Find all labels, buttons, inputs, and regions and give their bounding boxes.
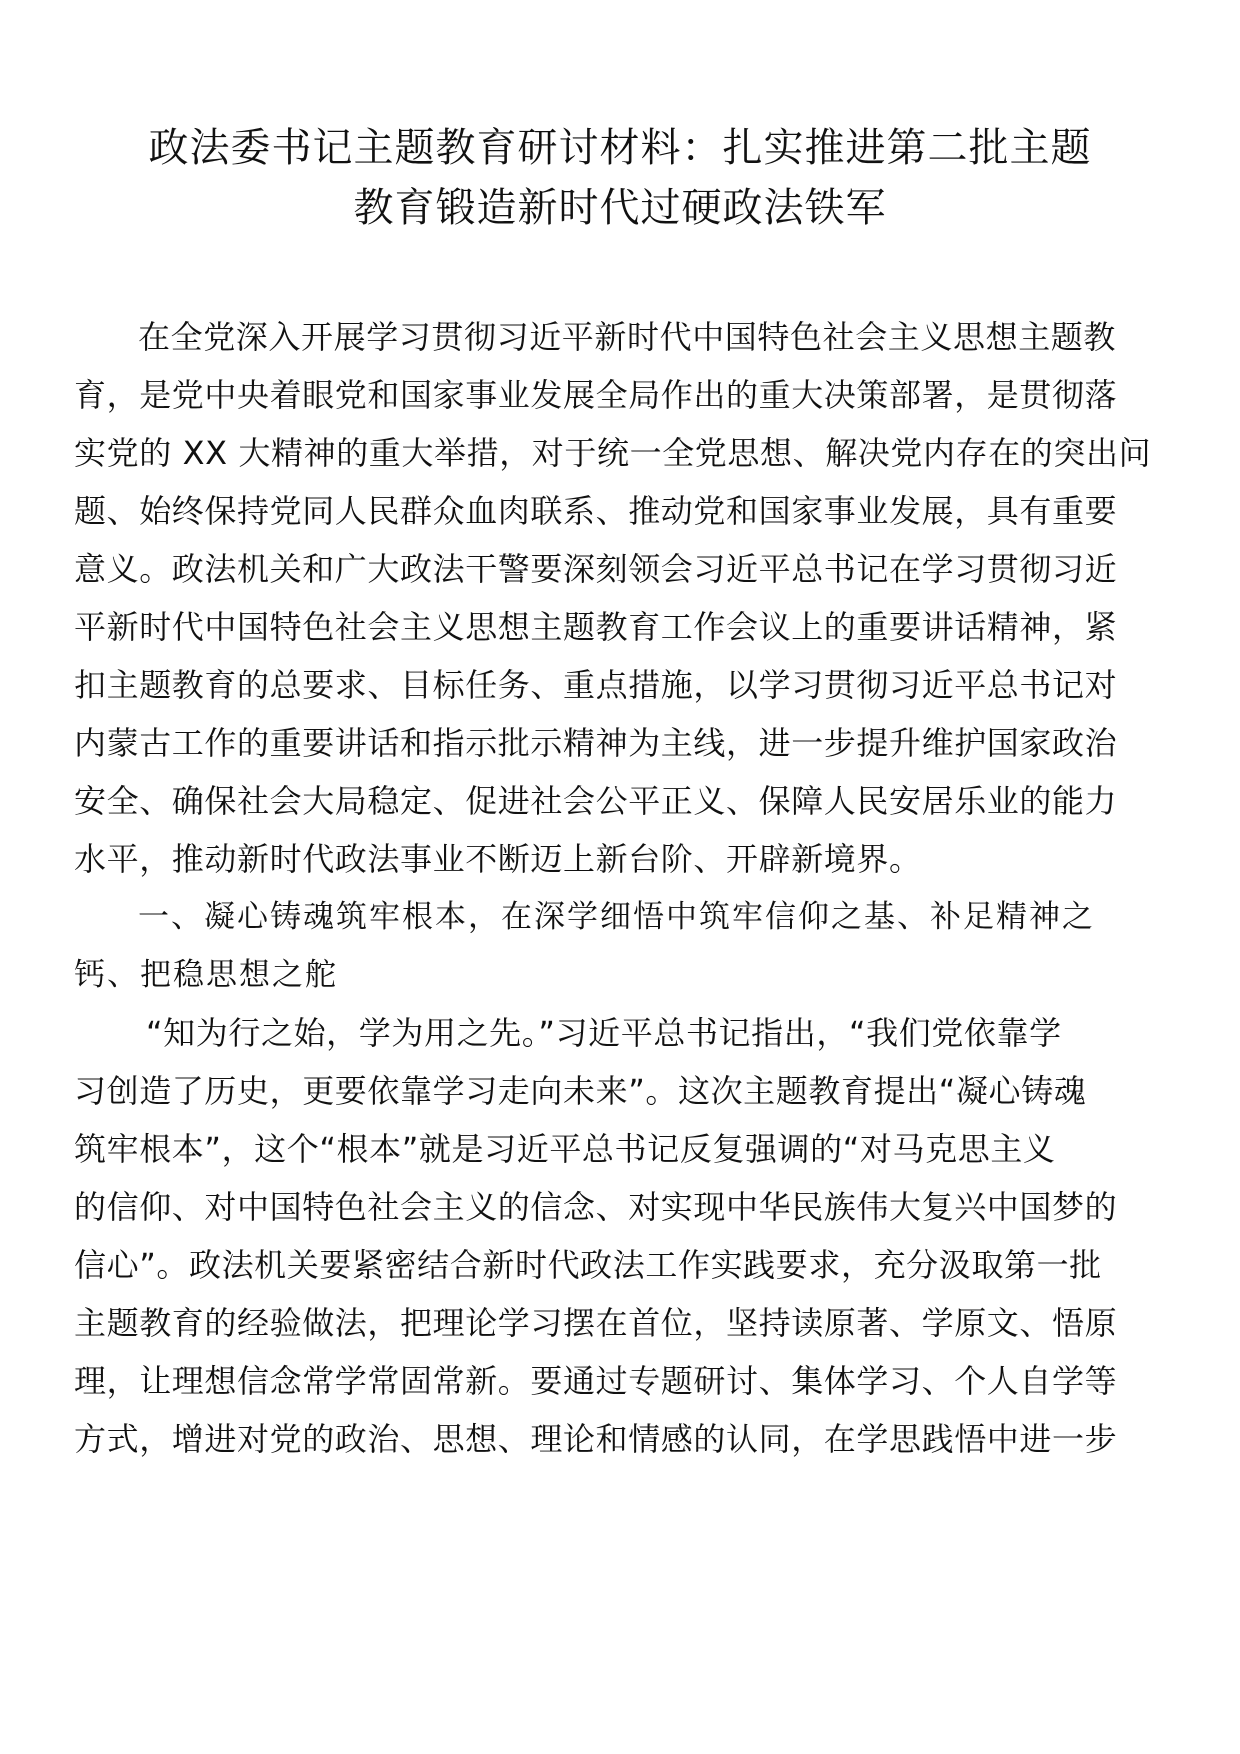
paragraph-2-line-1: “知为行之始，学为用之先。”习近平总书记指出，“我们党依靠学: [146, 1014, 1062, 1052]
paragraph-1-line-5: 意义。政法机关和广大政法干警要深刻领会习近平总书记在学习贯彻习近: [74, 550, 1118, 588]
document-title-line-2: 教育锻造新时代过硬政法铁军: [353, 185, 887, 231]
section-heading-1-line-1: 一、凝心铸魂筑牢根本，在深学细悟中筑牢信仰之基、补足精神之: [138, 899, 1095, 935]
paragraph-1-line-4: 题、始终保持党同人民群众血肉联系、推动党和国家事业发展，具有重要: [74, 492, 1118, 530]
paragraph-1-line-9: 安全、确保社会大局稳定、促进社会公平正义、保障人民安居乐业的能力: [74, 782, 1118, 820]
section-heading-1-line-2: 钙、把稳思想之舵: [74, 957, 338, 993]
paragraph-1-line-7: 扣主题教育的总要求、目标任务、重点措施，以学习贯彻习近平总书记对: [74, 666, 1118, 704]
paragraph-2-line-5: 信心”。政法机关要紧密结合新时代政法工作实践要求，充分汲取第一批: [74, 1246, 1102, 1284]
paragraph-2-line-3: 筑牢根本”，这个“根本”就是习近平总书记反复强调的“对马克思主义: [74, 1130, 1056, 1168]
paragraph-1-line-8: 内蒙古工作的重要讲话和指示批示精神为主线，进一步提升维护国家政治: [74, 724, 1118, 762]
paragraph-1-line-10: 水平，推动新时代政法事业不断迈上新台阶、开辟新境界。: [74, 840, 922, 878]
document-title-line-1: 政法委书记主题教育研讨材料：扎实推进第二批主题: [148, 125, 1092, 171]
paragraph-1-line-2: 育，是党中央着眼党和国家事业发展全局作出的重大决策部署，是贯彻落: [74, 376, 1118, 414]
paragraph-2-line-2: 习创造了历史，更要依靠学习走向未来”。这次主题教育提出“凝心铸魂: [74, 1072, 1087, 1110]
paragraph-1-line-1: 在全党深入开展学习贯彻习近平新时代中国特色社会主义思想主题教: [138, 318, 1117, 356]
paragraph-2-line-7: 理，让理想信念常学常固常新。要通过专题研讨、集体学习、个人自学等: [74, 1362, 1118, 1400]
paragraph-1-line-3: 实党的 XX 大精神的重大举措，对于统一全党思想、解决党内存在的突出问: [74, 434, 1152, 472]
paragraph-2-line-4: 的信仰、对中国特色社会主义的信念、对实现中华民族伟大复兴中国梦的: [74, 1188, 1118, 1226]
paragraph-2-line-8: 方式，增进对党的政治、思想、理论和情感的认同，在学思践悟中进一步: [74, 1420, 1118, 1458]
paragraph-1-line-6: 平新时代中国特色社会主义思想主题教育工作会议上的重要讲话精神，紧: [74, 608, 1118, 646]
paragraph-2-line-6: 主题教育的经验做法，把理论学习摆在首位，坚持读原著、学原文、悟原: [74, 1304, 1118, 1342]
